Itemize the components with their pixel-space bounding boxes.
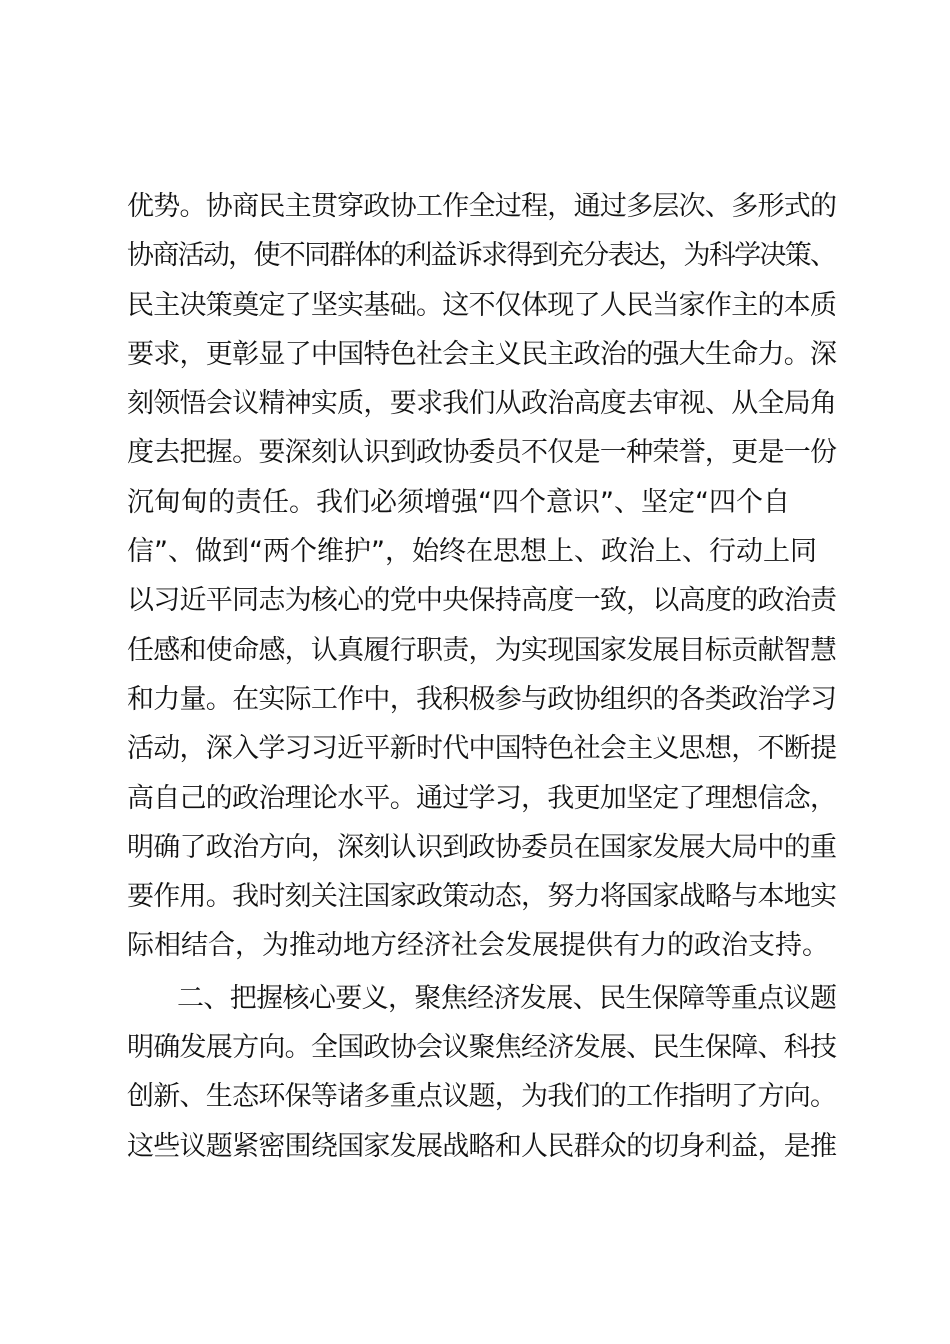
text-line: 要求，更彰显了中国特色社会主义民主政治的强大生命力。深 [127,338,837,370]
text-line: 刻领悟会议精神实质，要求我们从政治高度去审视、从全局角 [127,388,837,420]
text-line: 优势。协商民主贯穿政协工作全过程，通过多层次、多形式的 [127,191,837,222]
text-line: 以习近平同志为核心的党中央保持高度一致，以高度的政治责 [127,585,837,617]
text-line: 度去把握。要深刻认识到政协委员不仅是一种荣誉，更是一份 [127,437,837,469]
section-heading-line: 二、把握核心要义，聚焦经济发展、民生保障等重点议题 [177,982,837,1014]
text-line: 民主决策奠定了坚实基础。这不仅体现了人民当家作主的本质 [127,289,837,321]
text-line: 沉甸甸的责任。我们必须增强“四个意识”、坚定“四个自 [127,486,790,518]
text-line: 信”、做到“两个维护”，始终在思想上、政治上、行动上同 [127,536,817,568]
text-line: 协商活动，使不同群体的利益诉求得到充分表达，为科学决策、 [127,240,836,272]
text-line: 明确发展方向。全国政协会议聚焦经济发展、民生保障、科技 [127,1032,837,1064]
text-line: 和力量。在实际工作中，我积极参与政协组织的各类政治学习 [127,683,837,715]
text-line: 创新、生态环保等诸多重点议题，为我们的工作指明了方向。 [127,1081,837,1113]
text-line: 际相结合，为推动地方经济社会发展提供有力的政治支持。 [127,930,829,962]
body-text [127,182,837,1171]
text-line: 任感和使命感，认真履行职责，为实现国家发展目标贡献智慧 [127,634,837,666]
text-line: 高自己的政治理论水平。通过学习，我更加坚定了理想信念， [127,782,837,814]
text-line: 明确了政治方向，深刻认识到政协委员在国家发展大局中的重 [127,831,837,863]
text-line: 活动，深入学习习近平新时代中国特色社会主义思想，不断提 [127,733,837,765]
text-line: 要作用。我时刻关注国家政策动态，努力将国家战略与本地实 [127,881,837,913]
text-line: 这些议题紧密围绕国家发展战略和人民群众的切身利益，是推 [127,1130,837,1162]
